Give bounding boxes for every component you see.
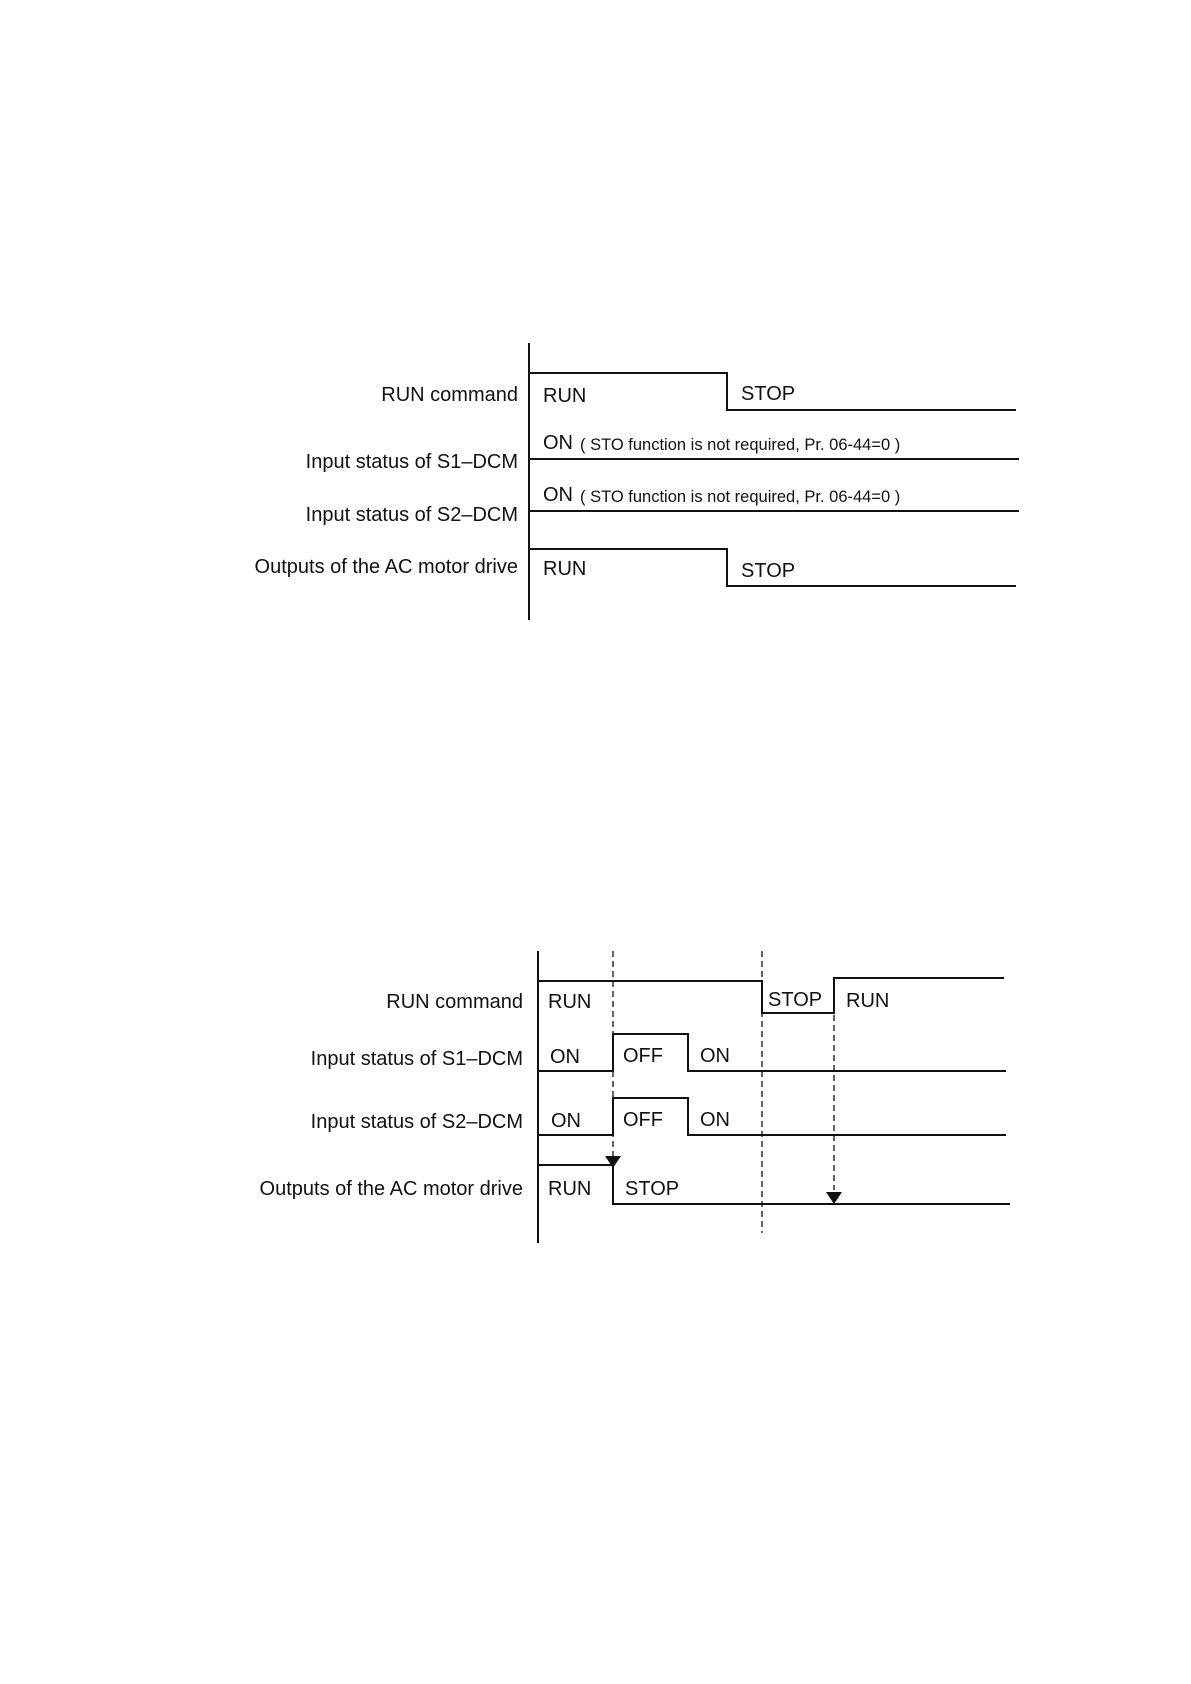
state-off: OFF (623, 1109, 663, 1131)
state-run: RUN (543, 385, 587, 407)
sto-note: ( STO function is not required, Pr. 06-44=0 ) (580, 488, 901, 506)
label-s2-dcm: Input status of S2–DCM (305, 504, 518, 526)
state-on: ON (551, 1110, 581, 1132)
state-off: OFF (623, 1045, 663, 1067)
label-s2-dcm: Input status of S2–DCM (310, 1111, 523, 1133)
label-s1-dcm: Input status of S1–DCM (310, 1048, 523, 1070)
sto-note: ( STO function is not required, Pr. 06-44=0 ) (580, 436, 901, 454)
state-stop: STOP (625, 1178, 680, 1200)
label-run-command: RUN command (381, 384, 518, 406)
label-s1-dcm: Input status of S1–DCM (305, 451, 518, 473)
state-on-resumed: ON (700, 1109, 730, 1131)
state-run-resumed: RUN (846, 990, 890, 1012)
state-on: ON (543, 484, 573, 506)
state-on-resumed: ON (700, 1045, 730, 1067)
state-stop: STOP (768, 989, 823, 1011)
label-outputs: Outputs of the AC motor drive (254, 556, 518, 578)
state-run: RUN (548, 991, 592, 1013)
state-run: RUN (548, 1178, 592, 1200)
state-stop: STOP (741, 383, 796, 405)
state-run: RUN (543, 558, 587, 580)
waveform-s1 (538, 1034, 1006, 1071)
arrow-down-icon (826, 1192, 842, 1204)
arrow-down-icon (605, 1156, 621, 1168)
timing-diagram-bottom (260, 951, 1010, 1243)
label-outputs: Outputs of the AC motor drive (259, 1178, 523, 1200)
label-run-command: RUN command (386, 991, 523, 1013)
state-on: ON (550, 1046, 580, 1068)
state-on: ON (543, 432, 573, 454)
waveform-s2 (538, 1098, 1006, 1135)
waveform-outputs (538, 1165, 1010, 1204)
state-stop: STOP (741, 560, 796, 582)
timing-diagram-top (255, 343, 1019, 620)
